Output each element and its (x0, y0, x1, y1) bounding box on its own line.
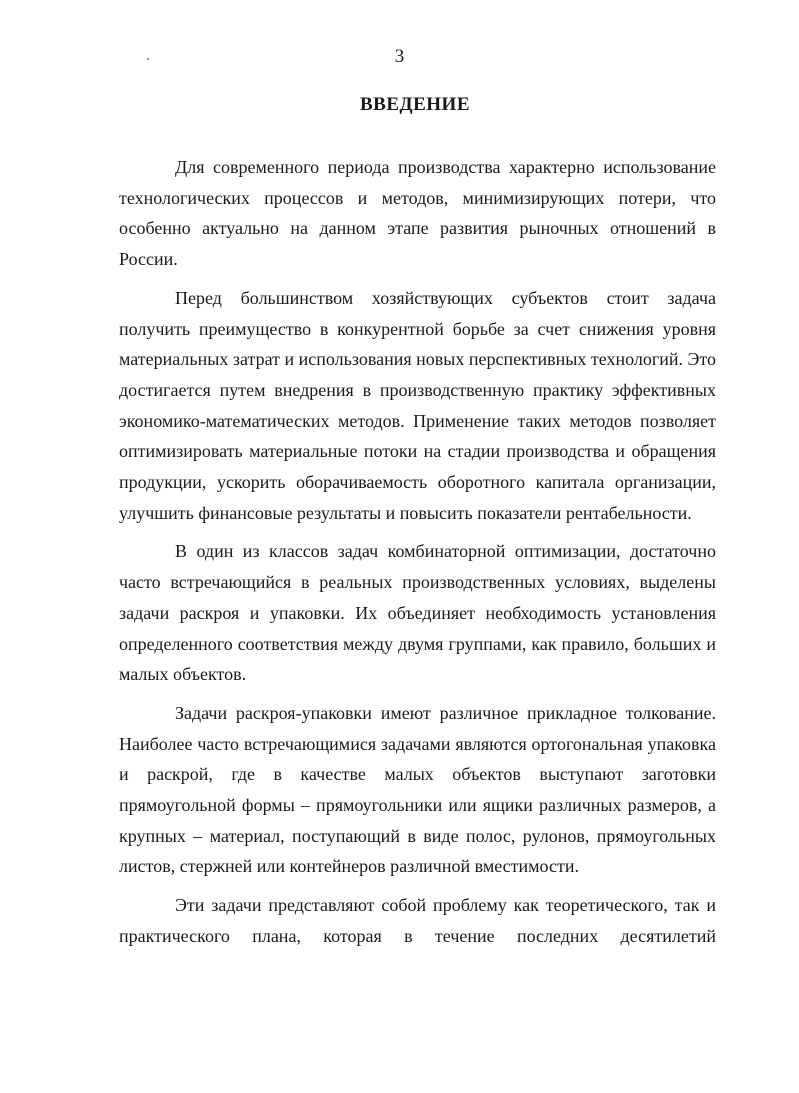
paragraph-5: Эти задачи представляют собой проблему как теоретического, так и практического плана, которая в течение последних десятилетий (119, 895, 716, 946)
body-text (119, 152, 716, 952)
paragraph-4: Задачи раскроя-упаковки имеют различное прикладное толкование. Наиболее часто встречающимися задачами являются ортогональная упаковка и раскрой, где в качестве малых объектов выступают заготовки прямоугольной формы – прямоугольники или ящики различных размеров, а крупных – материал, поступающий в виде полос, рулонов, прямоугольных листов, стержней или контейнеров различной вместимости. (119, 702, 716, 877)
paragraph-3: В один из классов задач комбинаторной оптимизации, достаточно часто встречающийся в реальных производственных условиях, выделены задачи раскроя и упаковки. Их объединяет необходимость установления определенного соответствия между двумя группами, как правило, больших и малых объектов. (119, 541, 716, 685)
page-number: 3 (394, 46, 405, 67)
paragraph-1: Для современного периода производства характерно использование технологических процессов и методов, минимизирующих потери, что особенно актуально на данном этапе развития рыночных отношений в России. (119, 157, 716, 270)
paragraph-2: Перед большинством хозяйствующих субъектов стоит задача получить преимущество в конкурентной борьбе за счет снижения уровня материальных затрат и использования новых перспективных технологий. Это достигается путем внедрения в производственную практику эффективных экономико-математических методов. Применение таких методов позволяет оптимизировать материальные потоки на стадии производства и обращения продукции, ускорить оборачиваемость оборотного капитала организации, улучшить финансовые результаты и повысить показатели рентабельности. (119, 287, 716, 523)
section-heading: ВВЕДЕНИЕ (360, 94, 470, 115)
